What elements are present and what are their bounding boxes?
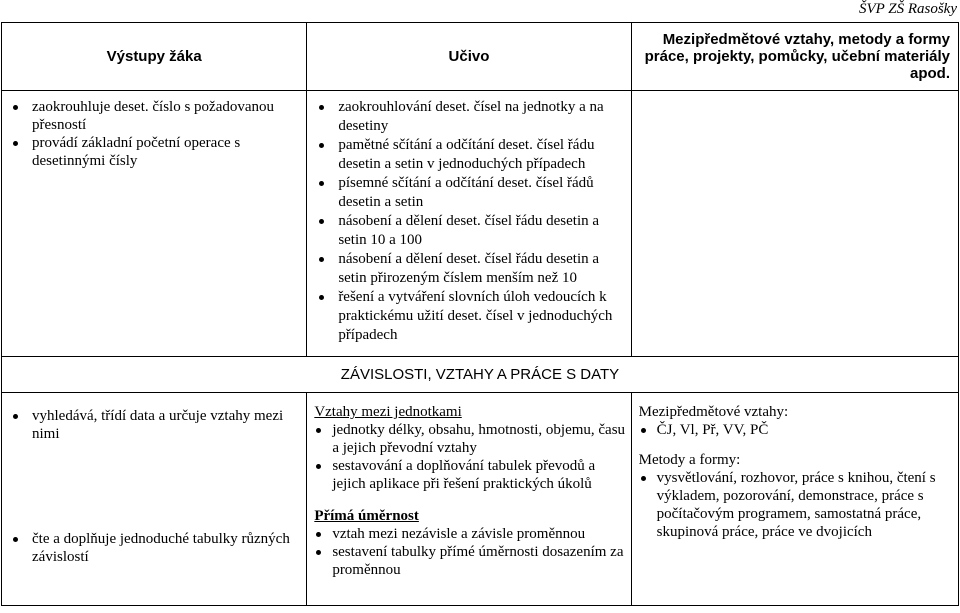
topics-cell xyxy=(307,91,631,357)
section-title: ZÁVISLOSTI, VZTAHY A PRÁCE S DATY xyxy=(2,357,959,393)
header-relations-line1: Mezipředmětové vztahy, metody a formy xyxy=(662,31,950,48)
list-item: sestavování a doplňování tabulek převodů a jejich aplikace při řešení praktických úkolů xyxy=(314,457,630,493)
relations-cell-empty xyxy=(631,91,958,357)
relations-list xyxy=(639,421,958,439)
outputs-cell xyxy=(2,393,307,606)
curriculum-table xyxy=(1,22,959,606)
topics-list xyxy=(307,91,630,345)
outputs-list xyxy=(2,393,306,566)
list-item: sestavení tabulky přímé úměrnosti dosazením za proměnnou xyxy=(314,543,630,579)
topics-heading-units: Vztahy mezi jednotkami xyxy=(314,404,462,420)
relations-heading: Mezipředmětové vztahy: xyxy=(638,404,789,420)
list-item: násobení a dělení deset. čísel řádu desetin a setin 10 a 100 xyxy=(314,212,630,250)
list-item: písemné sčítání a odčítání deset. čísel řádů desetin a setin xyxy=(314,174,630,212)
list-item: ČJ, Vl, Př, VV, PČ xyxy=(639,421,958,439)
list-item: vyhledává, třídí data a určuje vztahy mezi nimi xyxy=(8,407,306,443)
relations-cell xyxy=(631,393,958,606)
topics-list-proportion xyxy=(314,525,630,579)
methods-list xyxy=(639,469,958,541)
topics-cell xyxy=(307,393,631,606)
header-row xyxy=(2,23,959,91)
methods-heading: Metody a formy: xyxy=(638,452,741,468)
header-outputs: Výstupy žáka xyxy=(2,23,307,91)
school-name: ŠVP ZŠ Rasošky xyxy=(858,1,957,17)
header-relations-line2: práce, projekty, pomůcky, učební materiály xyxy=(644,48,950,65)
list-item: provádí základní početní operace s desetinnými čísly xyxy=(8,134,306,170)
list-item: zaokrouhluje deset. číslo s požadovanou přesností xyxy=(8,98,306,134)
section-row xyxy=(2,357,959,393)
row-data-relations xyxy=(2,393,959,606)
list-item: řešení a vytváření slovních úloh vedoucích k praktickému užití deset. čísel v jednoduchých případech xyxy=(314,288,630,345)
list-item: násobení a dělení deset. čísel řádu desetin a setin přirozeným číslem menším než 10 xyxy=(314,250,630,288)
list-item: vysvětlování, rozhovor, práce s knihou, čtení s výkladem, pozorování, demonstrace, práce s počítačovým programem, samostatná práce, skupinová práce, práce ve dvojicích xyxy=(639,469,958,541)
header-topics: Učivo xyxy=(307,23,631,91)
topics-heading-proportion: Přímá úměrnost xyxy=(314,508,419,524)
list-item: vztah mezi nezávisle a závisle proměnnou xyxy=(314,525,630,543)
header-relations-line3: apod. xyxy=(910,65,950,82)
topics-list-units xyxy=(314,421,630,493)
row-decimals xyxy=(2,91,959,357)
list-item: zaokrouhlování deset. čísel na jednotky a na desetiny xyxy=(314,98,630,136)
list-item: čte a doplňuje jednoduché tabulky různých závislostí xyxy=(8,530,306,566)
list-item: jednotky délky, obsahu, hmotnosti, objemu, času a jejich převodní vztahy xyxy=(314,421,630,457)
list-item: pamětné sčítání a odčítání deset. čísel řádu desetin a setin v jednoduchých případech xyxy=(314,136,630,174)
outputs-cell xyxy=(2,91,307,357)
outputs-list xyxy=(2,98,306,170)
header-relations xyxy=(631,23,958,91)
